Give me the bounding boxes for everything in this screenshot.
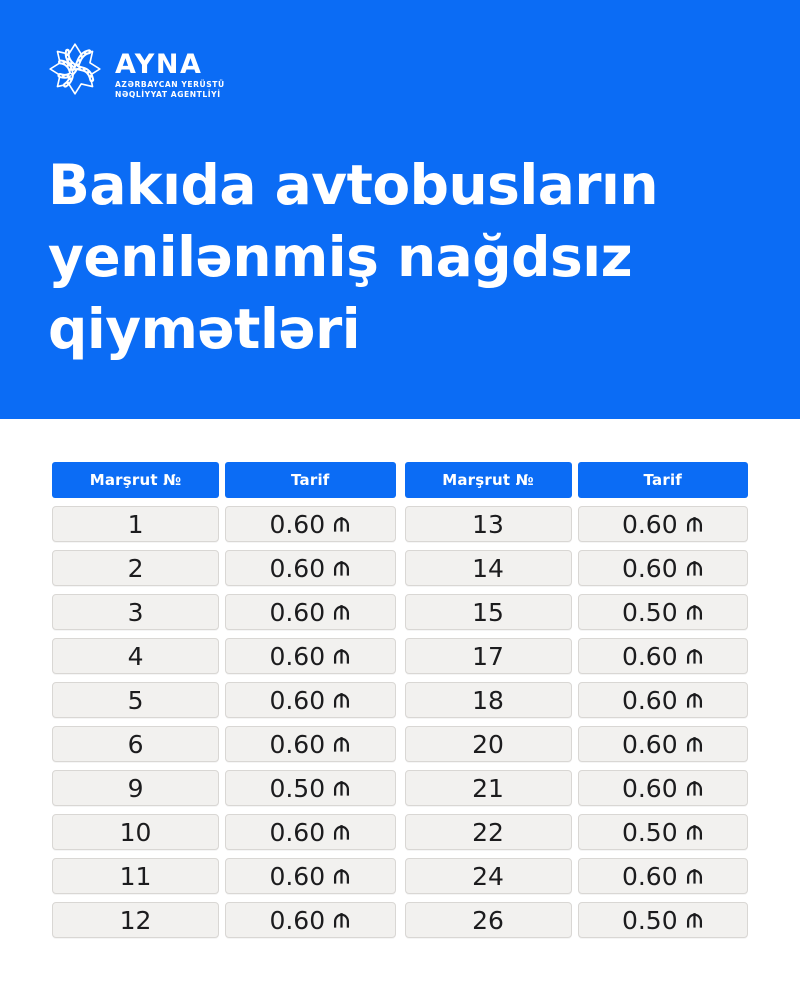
manat-sign-icon bbox=[685, 735, 704, 754]
manat-sign-icon bbox=[685, 603, 704, 622]
fare-value: 0.60 bbox=[621, 641, 678, 671]
fare-cell bbox=[225, 638, 395, 674]
route-number-cell: 9 bbox=[52, 770, 219, 806]
route-number-cell: 18 bbox=[405, 682, 572, 718]
fare-value: 0.50 bbox=[621, 817, 678, 847]
hero-banner bbox=[0, 0, 800, 419]
fare-cell bbox=[225, 682, 395, 718]
fare-cell bbox=[578, 902, 748, 938]
fare-value: 0.60 bbox=[269, 641, 326, 671]
fare-value: 0.60 bbox=[269, 905, 326, 935]
manat-sign-icon bbox=[332, 911, 351, 930]
fare-value: 0.60 bbox=[269, 553, 326, 583]
fare-cell bbox=[225, 550, 395, 586]
fare-cell bbox=[578, 506, 748, 542]
fare-value: 0.50 bbox=[269, 773, 326, 803]
route-number-cell: 3 bbox=[52, 594, 219, 630]
ayna-logo-icon bbox=[48, 40, 102, 98]
fare-cell bbox=[578, 726, 748, 762]
route-number-cell: 21 bbox=[405, 770, 572, 806]
manat-sign-icon bbox=[685, 779, 704, 798]
fare-value: 0.60 bbox=[621, 685, 678, 715]
column-header-tarif: Tarif bbox=[225, 462, 395, 498]
fare-cell bbox=[578, 814, 748, 850]
fare-value: 0.60 bbox=[621, 729, 678, 759]
route-number-cell: 13 bbox=[405, 506, 572, 542]
route-number-cell: 11 bbox=[52, 858, 219, 894]
fare-value: 0.60 bbox=[621, 509, 678, 539]
brand-text bbox=[115, 51, 225, 99]
fare-tables bbox=[0, 419, 800, 938]
route-number-cell: 17 bbox=[405, 638, 572, 674]
route-number-cell: 5 bbox=[52, 682, 219, 718]
fare-cell bbox=[578, 858, 748, 894]
fare-cell bbox=[225, 506, 395, 542]
fare-value: 0.60 bbox=[621, 773, 678, 803]
route-number-cell: 10 bbox=[52, 814, 219, 850]
manat-sign-icon bbox=[685, 647, 704, 666]
route-number-cell: 4 bbox=[52, 638, 219, 674]
fare-value: 0.60 bbox=[621, 861, 678, 891]
fare-value: 0.50 bbox=[621, 905, 678, 935]
brand-tagline-line2: NƏQLİYYAT AGENTLİYİ bbox=[115, 90, 221, 100]
manat-sign-icon bbox=[332, 515, 351, 534]
fare-value: 0.60 bbox=[621, 553, 678, 583]
fare-cell bbox=[225, 594, 395, 630]
brand-block bbox=[48, 40, 752, 99]
manat-sign-icon bbox=[332, 867, 351, 886]
fare-value: 0.60 bbox=[269, 861, 326, 891]
manat-sign-icon bbox=[332, 823, 351, 842]
route-number-cell: 6 bbox=[52, 726, 219, 762]
manat-sign-icon bbox=[685, 867, 704, 886]
manat-sign-icon bbox=[332, 603, 351, 622]
fare-cell bbox=[225, 770, 395, 806]
page-title: Bakıda avtobusların yenilənmiş nağdsız qiymətləri bbox=[48, 153, 659, 362]
manat-sign-icon bbox=[332, 691, 351, 710]
fare-cell bbox=[578, 550, 748, 586]
route-number-cell: 1 bbox=[52, 506, 219, 542]
route-number-cell: 22 bbox=[405, 814, 572, 850]
fare-value: 0.60 bbox=[269, 685, 326, 715]
manat-sign-icon bbox=[332, 559, 351, 578]
route-number-cell: 12 bbox=[52, 902, 219, 938]
manat-sign-icon bbox=[685, 691, 704, 710]
manat-sign-icon bbox=[685, 823, 704, 842]
route-number-cell: 20 bbox=[405, 726, 572, 762]
fare-value: 0.60 bbox=[269, 817, 326, 847]
fare-cell bbox=[225, 726, 395, 762]
fare-value: 0.60 bbox=[269, 597, 326, 627]
fare-cell bbox=[578, 682, 748, 718]
fare-cell bbox=[578, 594, 748, 630]
manat-sign-icon bbox=[332, 779, 351, 798]
route-number-cell: 14 bbox=[405, 550, 572, 586]
manat-sign-icon bbox=[332, 735, 351, 754]
route-number-cell: 26 bbox=[405, 902, 572, 938]
route-number-cell: 24 bbox=[405, 858, 572, 894]
fare-value: 0.60 bbox=[269, 729, 326, 759]
fare-value: 0.50 bbox=[621, 597, 678, 627]
manat-sign-icon bbox=[685, 559, 704, 578]
brand-tagline-line1: AZƏRBAYCAN YERÜSTÜ bbox=[115, 79, 225, 89]
route-number-cell: 15 bbox=[405, 594, 572, 630]
manat-sign-icon bbox=[685, 515, 704, 534]
fare-cell bbox=[225, 902, 395, 938]
brand-name: AYNA bbox=[115, 49, 203, 80]
fare-cell bbox=[578, 638, 748, 674]
fare-cell bbox=[225, 814, 395, 850]
manat-sign-icon bbox=[685, 911, 704, 930]
manat-sign-icon bbox=[332, 647, 351, 666]
column-header-route: Marşrut № bbox=[405, 462, 572, 498]
fare-table-left bbox=[52, 462, 396, 938]
route-number-cell: 2 bbox=[52, 550, 219, 586]
fare-table-right bbox=[405, 462, 749, 938]
column-header-route: Marşrut № bbox=[52, 462, 219, 498]
fare-cell bbox=[578, 770, 748, 806]
column-header-tarif: Tarif bbox=[578, 462, 748, 498]
fare-value: 0.60 bbox=[269, 509, 326, 539]
fare-cell bbox=[225, 858, 395, 894]
